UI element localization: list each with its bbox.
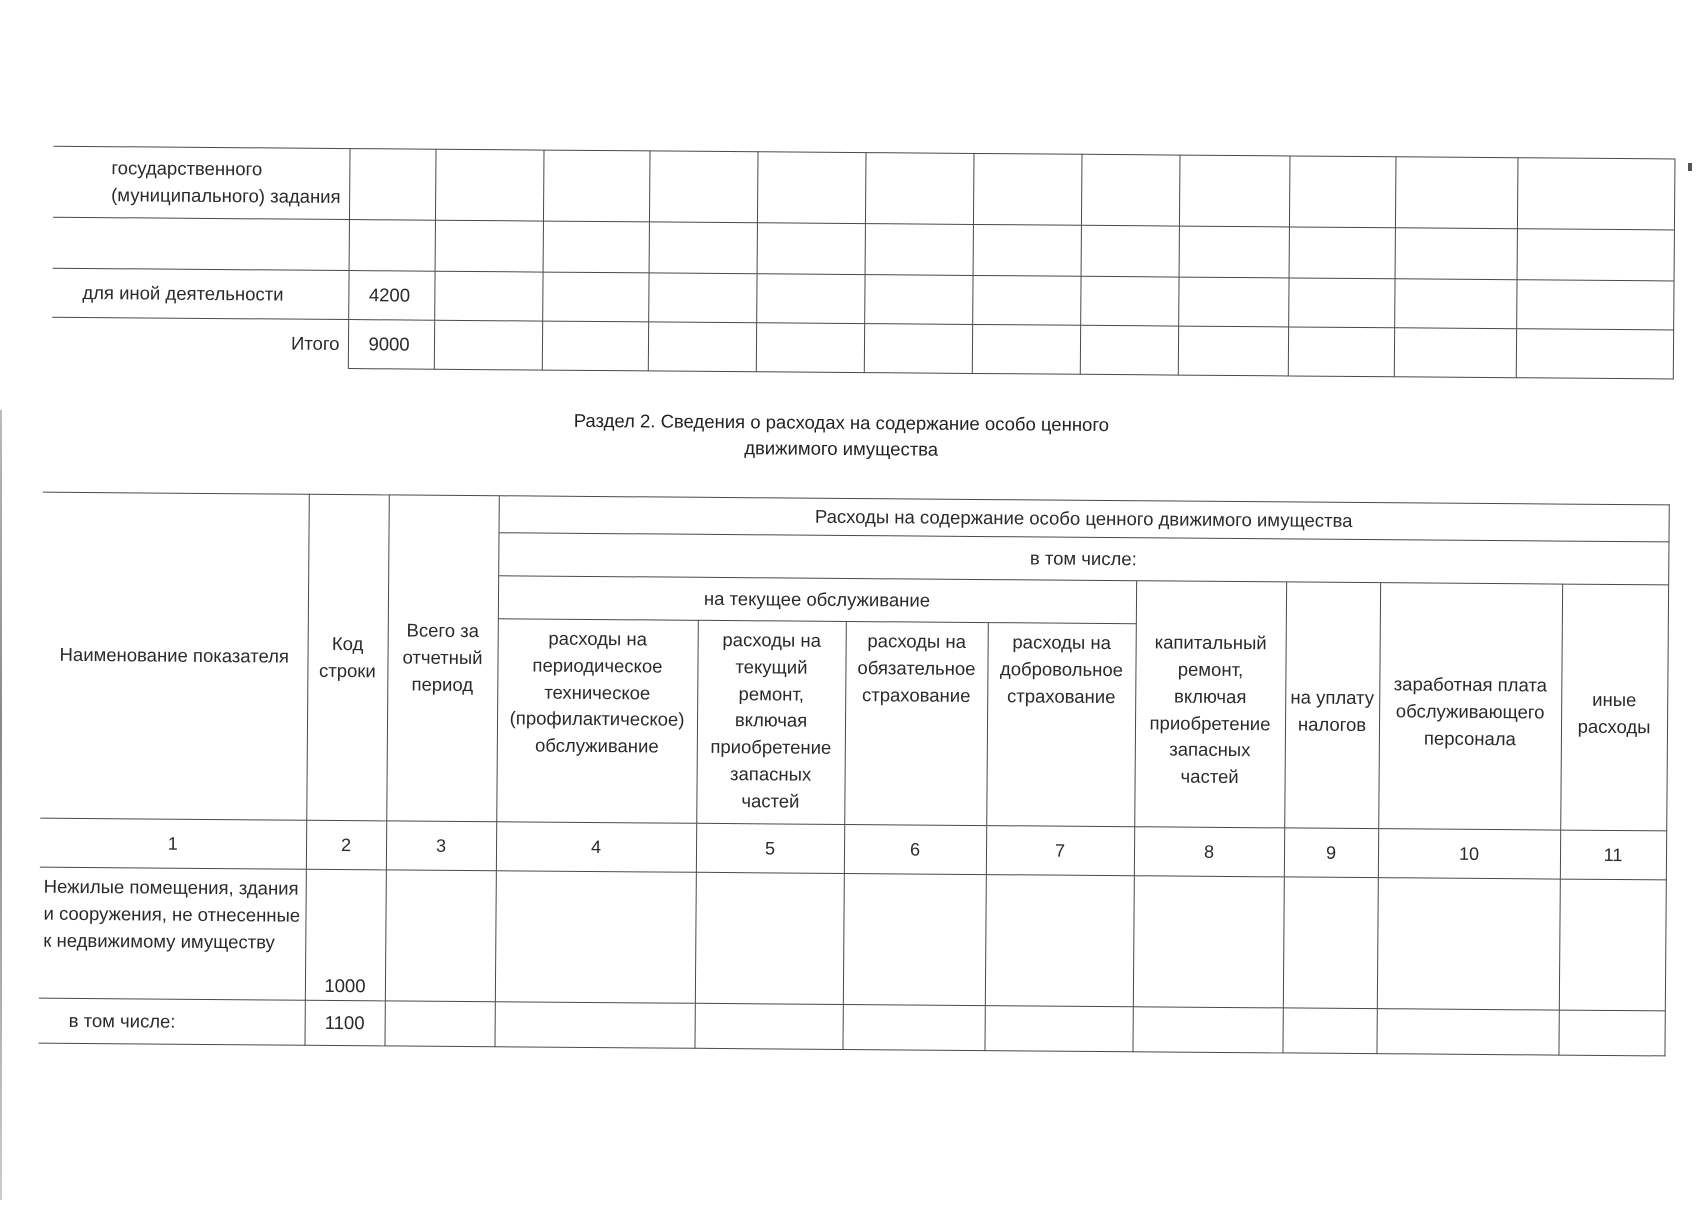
- table-cell: [1377, 878, 1560, 1010]
- table-cell: [985, 875, 1134, 1007]
- row-label: для иной деятельности: [52, 268, 348, 319]
- expenses-table: [38, 492, 1669, 1057]
- header-current-service: на текущее обслуживание: [498, 576, 1136, 624]
- table-cell: [542, 321, 648, 371]
- table-cell: [756, 274, 864, 324]
- row-code: 1100: [304, 1000, 384, 1046]
- table-cell: [542, 272, 648, 322]
- row-label: в том числе:: [38, 998, 304, 1045]
- table-row: [39, 867, 1666, 1011]
- table-cell: [384, 1001, 494, 1047]
- header-total: Всего за отчетный период: [386, 495, 499, 822]
- row-code: [349, 149, 436, 221]
- header-col9: на уплату налогов: [1284, 582, 1380, 829]
- column-number: 5: [696, 823, 844, 873]
- row-code: 9000: [348, 320, 434, 370]
- table-cell: [494, 1002, 694, 1049]
- table-cell: [495, 871, 696, 1004]
- table-cell: [972, 324, 1080, 374]
- column-number: 8: [1134, 827, 1284, 877]
- column-number: 2: [306, 820, 386, 870]
- scan-edge: [0, 410, 2, 1200]
- table-cell: [984, 1006, 1132, 1052]
- table-cell: [842, 1004, 984, 1050]
- table-cell: [864, 324, 972, 374]
- row-label: Нежилые помещения, здания и сооружения, не отнесенные к недвижимому имуществу: [39, 867, 306, 1000]
- section-title-line-2: движимого имущества: [744, 437, 939, 460]
- table-cell: [864, 275, 972, 325]
- header-col6: расходы на обязательное страхование: [844, 621, 988, 825]
- header-including: в том числе:: [498, 533, 1668, 585]
- table-cell: [1517, 229, 1674, 281]
- column-number: 9: [1284, 828, 1378, 878]
- table-cell: [972, 275, 1080, 325]
- table-cell: [757, 152, 866, 224]
- table-row: [53, 146, 1675, 230]
- section-title: [541, 408, 1141, 465]
- table-cell: [435, 149, 544, 221]
- column-number: 7: [986, 826, 1134, 876]
- table-cell: [1289, 156, 1396, 228]
- table-cell: [543, 150, 650, 222]
- table-cell: [1178, 277, 1288, 327]
- table-cell: [434, 271, 542, 321]
- table-cell: [1282, 1008, 1376, 1054]
- table-cell: [973, 224, 1081, 276]
- table-cell: [865, 224, 973, 276]
- table-cell: [1133, 876, 1284, 1008]
- table-cell: [649, 151, 758, 223]
- column-number: 10: [1378, 829, 1560, 879]
- table-cell: [1081, 154, 1180, 226]
- row-code: 4200: [348, 271, 434, 321]
- table-cell: [843, 873, 986, 1005]
- table-cell: [648, 322, 756, 372]
- table-cell: [1559, 879, 1666, 1011]
- scan-mark: [1688, 163, 1692, 171]
- header-name: Наименование показателя: [40, 492, 309, 820]
- table-cell: [1288, 278, 1394, 328]
- top-table: [52, 146, 1675, 380]
- header-col7: расходы на добровольное страхование: [986, 623, 1136, 827]
- table-cell: [1517, 158, 1675, 230]
- row-label: государственного (муниципального) задания: [53, 146, 350, 219]
- column-number: 6: [844, 824, 986, 874]
- table-cell: [1394, 279, 1516, 329]
- table-cell: [695, 872, 844, 1004]
- header-row: [43, 492, 1669, 542]
- table-cell: [649, 222, 757, 274]
- table-cell: [865, 153, 974, 225]
- header-col11: иные расходы: [1560, 584, 1668, 831]
- table-cell: [1179, 155, 1290, 227]
- table-cell: [1516, 280, 1673, 330]
- table-cell: [1288, 327, 1394, 377]
- header-expenses: Расходы на содержание особо ценного движимого имущества: [499, 496, 1669, 542]
- table-cell: [1080, 325, 1178, 375]
- column-number: 4: [496, 822, 696, 873]
- header-col5: расходы на текущий ремонт, включая приобретение запасных частей: [696, 620, 846, 824]
- table-cell: [1376, 1009, 1558, 1055]
- table-cell: [1558, 1010, 1664, 1056]
- table-cell: [1516, 329, 1673, 379]
- table-cell: [1283, 877, 1378, 1009]
- table-cell: [1289, 227, 1395, 279]
- table-cell: [543, 221, 649, 273]
- table-cell: [1080, 276, 1178, 326]
- row-label: Итого: [52, 317, 348, 368]
- table-cell: [1395, 157, 1518, 229]
- table-cell: [1178, 326, 1288, 376]
- table-cell: [648, 273, 756, 323]
- table-cell: [1132, 1007, 1282, 1053]
- row-code: [349, 220, 435, 272]
- section-title-line-1: Раздел 2. Сведения о расходах на содержание особо ценного: [573, 409, 1110, 436]
- table-cell: [385, 870, 496, 1002]
- header-col10: заработная плата обслуживающего персонала: [1378, 583, 1562, 830]
- row-label: [53, 217, 349, 270]
- table-cell: [1081, 225, 1179, 277]
- table-cell: [756, 323, 864, 373]
- header-code: Код строки: [306, 494, 389, 821]
- column-number: 3: [386, 821, 496, 871]
- table-cell: [434, 320, 542, 370]
- table-cell: [1395, 228, 1517, 280]
- row-code: 1000: [305, 869, 386, 1001]
- table-cell: [435, 220, 543, 272]
- header-col4: расходы на периодическое техническое (профилактическое) обслуживание: [496, 619, 698, 824]
- header-col8: капитальный ремонт, включая приобретение запасных частей: [1134, 581, 1286, 828]
- table-cell: [1394, 328, 1516, 378]
- table-cell: [973, 153, 1082, 225]
- column-number: 1: [40, 818, 306, 869]
- table-cell: [1179, 226, 1289, 278]
- table-cell: [757, 223, 865, 275]
- table-cell: [694, 1003, 842, 1049]
- column-number: 11: [1560, 830, 1666, 880]
